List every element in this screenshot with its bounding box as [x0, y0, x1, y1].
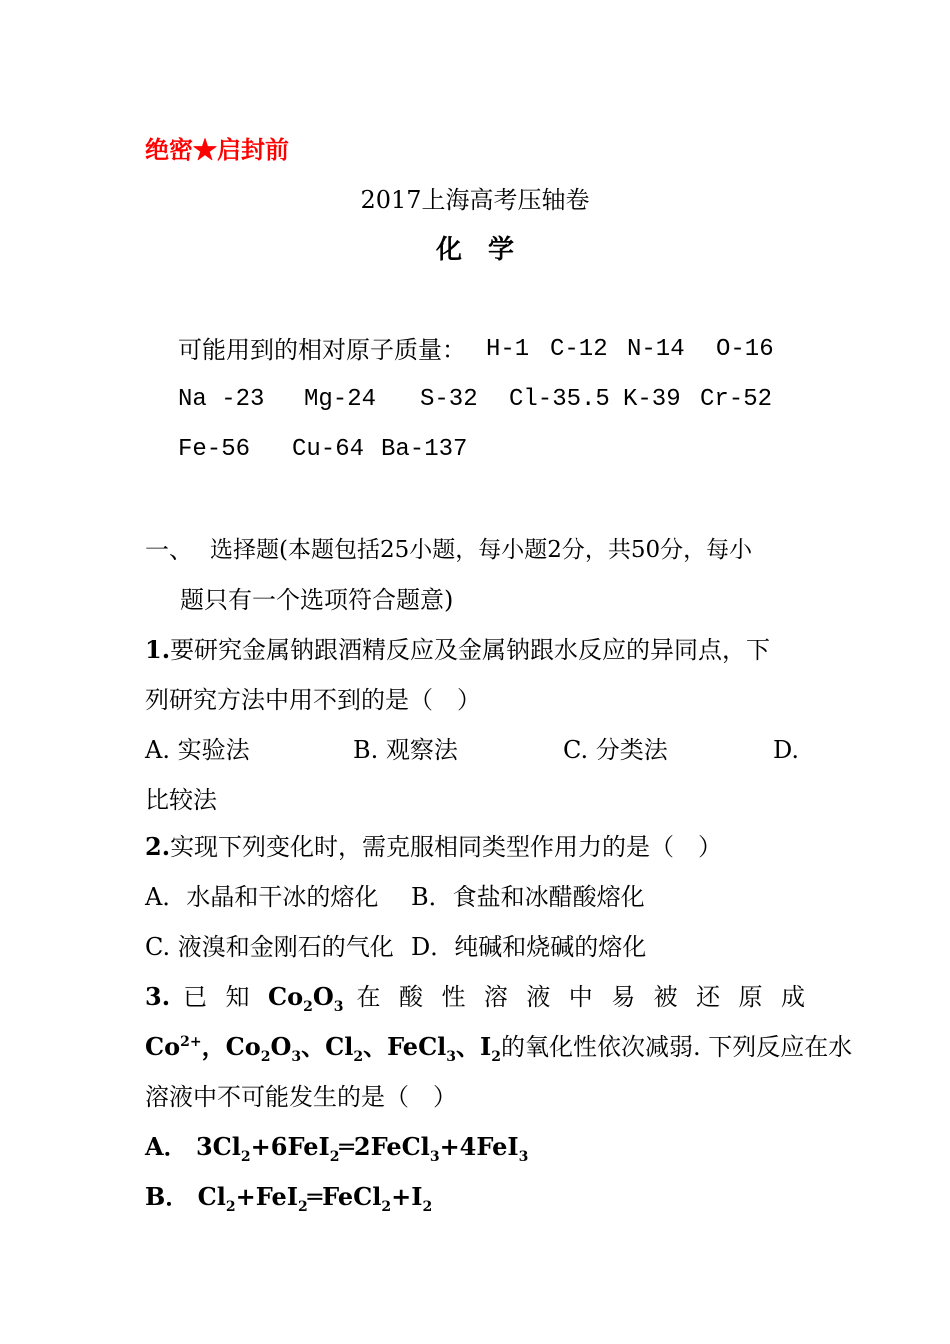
question-3-line-2: $Co^{2+}$，$Co_2O_3$、$Cl_2$、FeCl$_3$、$I_2$的氧化性依次减弱. 下列反应在水	[145, 1032, 853, 1065]
option-d-text: 比较法	[145, 786, 217, 814]
question-1-options	[145, 735, 805, 765]
confidential-mark: 绝密★启封前	[145, 135, 289, 164]
option-d: D.	[773, 736, 800, 764]
question-2-options-2	[145, 932, 805, 962]
atomic-mass-item: C-12	[550, 336, 608, 363]
section-title-cont: 题只有一个选项符合题意)	[180, 586, 454, 614]
atomic-mass-item: H-1	[486, 336, 530, 363]
atomic-mass-item: Cu-64	[292, 436, 365, 463]
atomic-mass-row-1	[178, 335, 878, 365]
exam-title: 2017上海高考压轴卷	[360, 186, 590, 214]
question-number: 1.	[145, 635, 171, 664]
question-stem: 要研究金属钠跟酒精反应及金属钠跟水反应的异同点，下	[170, 636, 771, 664]
atomic-mass-item: Cl-35.5	[509, 386, 610, 413]
question-stem-cont: 溶液中不可能发生的是（ ）	[145, 1083, 457, 1111]
question-2-line-1	[145, 832, 722, 862]
atomic-mass-item: Na -23	[178, 386, 265, 413]
atomic-mass-item: K-39	[623, 386, 681, 413]
question-stem: 实现下列变化时，需克服相同类型作用力的是（ ）	[170, 833, 723, 861]
option-d: D．纯碱和烧碱的熔化	[411, 933, 647, 961]
section-number: 一、	[145, 536, 193, 564]
atomic-mass-item: N-14	[627, 336, 685, 363]
question-stem-cont: 的氧化性依次减弱. 下列反应在水	[501, 1033, 853, 1061]
section-title: 选择题(本题包括25小题，每小题2分，共50分，每小	[210, 537, 753, 563]
atomic-mass-item: S-32	[420, 386, 478, 413]
atomic-mass-row-3	[178, 435, 878, 465]
option-label: B．	[145, 1182, 190, 1211]
atomic-mass-label: 可能用到的相对原子质量：	[178, 336, 466, 364]
option-b: B．食盐和冰醋酸熔化	[411, 883, 645, 911]
option-label: A．	[145, 1132, 188, 1161]
question-stem-cont: 列研究方法中用不到的是（ ）	[145, 686, 481, 714]
option-b: B. 观察法	[353, 736, 458, 764]
question-number: 3.	[145, 982, 171, 1011]
atomic-mass-item: O-16	[716, 336, 774, 363]
question-3-line-1: 3. 已 知 $Co_2O_3$ 在 酸 性 溶 液 中 易 被 还 原 成	[145, 982, 806, 1015]
option-c: C. 分类法	[563, 736, 668, 764]
question-2-options-1	[145, 882, 805, 912]
atomic-mass-item: Cr-52	[700, 386, 773, 413]
question-1-line-1	[145, 635, 770, 665]
atomic-mass-item: Ba-137	[381, 436, 468, 463]
option-a: A．水晶和干冰的熔化	[145, 883, 379, 911]
atomic-mass-item: Mg-24	[304, 386, 377, 413]
option-a: A. 实验法	[145, 736, 250, 764]
option-a: A． $3Cl_2+6FeI_2═2FeCl_3+4FeI_3$	[145, 1132, 529, 1165]
option-c: C. 液溴和金刚石的气化	[145, 933, 394, 961]
subject-title: 化 学	[435, 235, 514, 265]
question-number: 2.	[145, 832, 171, 861]
atomic-mass-item: Fe-56	[178, 436, 251, 463]
option-b: B． $Cl_2+FeI_2═FeCl_2+I_2$	[145, 1182, 433, 1215]
atomic-mass-row-2	[178, 385, 878, 415]
